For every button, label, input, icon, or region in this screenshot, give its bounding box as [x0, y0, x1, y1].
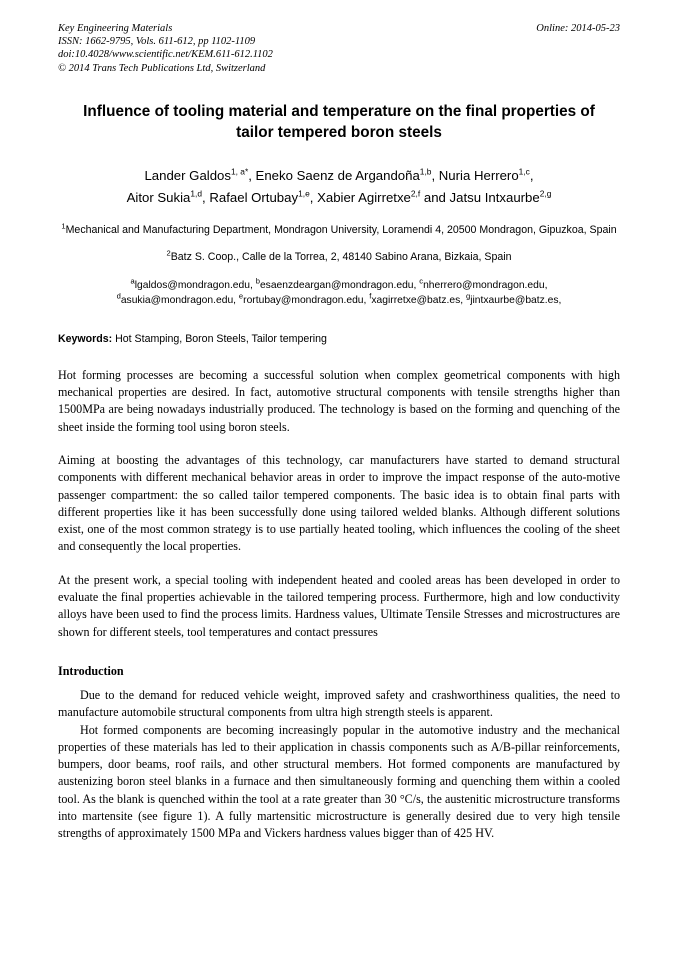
affiliation-2-marker: 2	[166, 248, 171, 258]
email-5-marker: e	[238, 291, 244, 301]
email-2[interactable]: esaenzdeargan@mondragon.edu,	[259, 279, 417, 291]
online-date: Online: 2014-05-23	[536, 23, 620, 34]
abstract-paragraph-3: At the present work, a special tooling with independent heated and cooled areas has been developed in order to evaluate the final properties achievable in the tailored tempering process. Furthermore, high and low conductivity alloys have been used to find the process limits. Hardness values, Ultimate Tensile Stresses and microstructures are shown for different steels, tool temperatures and contact pressures	[58, 572, 620, 639]
paper-title: Influence of tooling material and temperature on the final properties of tailor tempered boron steels	[83, 102, 595, 141]
email-2-marker: b	[255, 276, 260, 286]
affiliation-2	[58, 250, 620, 265]
affiliation-2-text: Batz S. Coop., Calle de la Torrea, 2, 48140 Sabino Arana, Bizkaia, Spain	[170, 250, 512, 263]
author-7-sup: 2,g	[539, 188, 552, 199]
email-list	[58, 278, 620, 308]
keywords-label: Keywords:	[58, 332, 113, 345]
journal-name: Key Engineering Materials	[58, 23, 173, 34]
author-4-sup: 1,d	[190, 188, 203, 199]
affiliation-1-text: Mechanical and Manufacturing Department, Mondragon University, Loramendi 4, 20500 Mondragon, Gipuzkoa, Spain	[65, 223, 617, 236]
email-7-marker: g	[466, 291, 471, 301]
author-list	[58, 165, 620, 209]
author-3-sup: 1,c	[518, 166, 530, 177]
author-3-name: Nuria Herrero	[438, 167, 519, 183]
author-1-name: Lander Galdos	[144, 167, 231, 183]
author-7-name: and Jatsu Intxaurbe	[423, 189, 540, 205]
abstract-paragraph-1: Hot forming processes are becoming a successful solution when complex geometrical components with high mechanical properties are desired. In fact, automotive structural components with tensile strengths higher than 1500MPa are being nowadays industrially produced. The technology is based on the forming and quenching of the sheet inside the forming tool using boron steels.	[58, 367, 620, 434]
keywords-value: Hot Stamping, Boron Steels, Tailor tempering	[115, 332, 327, 345]
author-6-sup: 2,f	[410, 188, 421, 199]
author-6-name: Xabier Agirretxe	[317, 189, 411, 205]
abstract	[58, 367, 620, 641]
email-line-2	[58, 293, 620, 308]
affiliation-1	[58, 223, 620, 238]
author-5-sup: 1,e	[298, 188, 310, 199]
email-line-1	[58, 278, 620, 293]
keywords-row	[58, 332, 620, 347]
author-1-sup: 1, a	[230, 166, 245, 177]
affiliation-1-marker: 1	[61, 221, 66, 231]
email-5[interactable]: rortubay@mondragon.edu,	[243, 294, 367, 306]
email-4-marker: d	[116, 291, 121, 301]
email-6[interactable]: xagirretxe@batz.es,	[371, 294, 464, 306]
author-4-name: Aitor Sukia	[126, 189, 191, 205]
email-1-marker: a	[130, 276, 135, 286]
email-7[interactable]: jintxaurbe@batz.es,	[470, 294, 562, 306]
intro-paragraph-2: Hot formed components are becoming increasingly popular in the automotive industry and the mechanical properties of these materials has led to their application in chassis components such as A/B-pillar reinforcements, bumpers, door beams, roof rails, and other structural members. Hot formed components are manufactured by austenizing boron steel blanks in a furnace and then simultaneously forming and quenching them within a cooled tool. As the blank is quenched within the tool at a rate greater than 30 °C/s, the austenitic microstructure transforms into martensite (see figure 1). A fully martensitic microstructure is generally desired due to very high tensile strengths of approximately 1500 MPa and Vickers hardness values bigger than of 425 HV.	[58, 722, 620, 841]
author-5-name: Rafael Ortubay	[209, 189, 299, 205]
author-line-2: Aitor Sukia$^{1,d}$, Rafael Ortubay$^{1,e}$, Xabier Agirretxe$^{2,f}$ and Jatsu Intxaurbe$^{2,g}$	[126, 188, 552, 205]
issn-line: ISSN: 1662-9795, Vols. 611-612, pp 1102-1109	[58, 36, 256, 48]
introduction-body	[58, 687, 620, 843]
email-6-marker: f	[369, 291, 372, 301]
email-4[interactable]: asukia@mondragon.edu,	[120, 294, 237, 306]
author-2-sup: 1,b	[419, 166, 432, 177]
author-line-1: Lander Galdos$^{1, a*}$, Eneko Saenz de Argandoña$^{1,b}$, Nuria Herrero$^{1,c}$,	[144, 166, 534, 183]
abstract-paragraph-2: Aiming at boosting the advantages of this technology, car manufacturers have started to demand structural components with different mechanical behavior areas in order to improve the impact response of the auto-motive passenger compartment: the so called tailor tempered components. The basic idea is to obtain final parts with different properties like it has been successfully done using tailored welded blanks. Although different solutions exist, one of the most common strategy is to use partially heated tooling, which influences the cooling of the sheet and consequently the local properties.	[58, 453, 620, 554]
email-3[interactable]: nherrero@mondragon.edu,	[423, 279, 548, 291]
copyright-line: © 2014 Trans Tech Publications Ltd, Switzerland	[58, 62, 266, 74]
corresponding-author-star: *	[244, 166, 249, 177]
intro-paragraph-1: Due to the demand for reduced vehicle weight, improved safety and crashworthiness qualities, the need to manufacture automobile structural components from ultra high strength steels is apparent.	[58, 687, 620, 720]
email-1[interactable]: lgaldos@mondragon.edu,	[134, 279, 253, 291]
author-2-name: Eneko Saenz de Argandoña	[255, 167, 420, 183]
email-3-marker: c	[419, 276, 424, 286]
doi-line: doi:10.4028/www.scientific.net/KEM.611-612.1102	[58, 49, 273, 61]
page-header	[58, 22, 620, 75]
section-heading-introduction: Introduction	[58, 663, 124, 678]
